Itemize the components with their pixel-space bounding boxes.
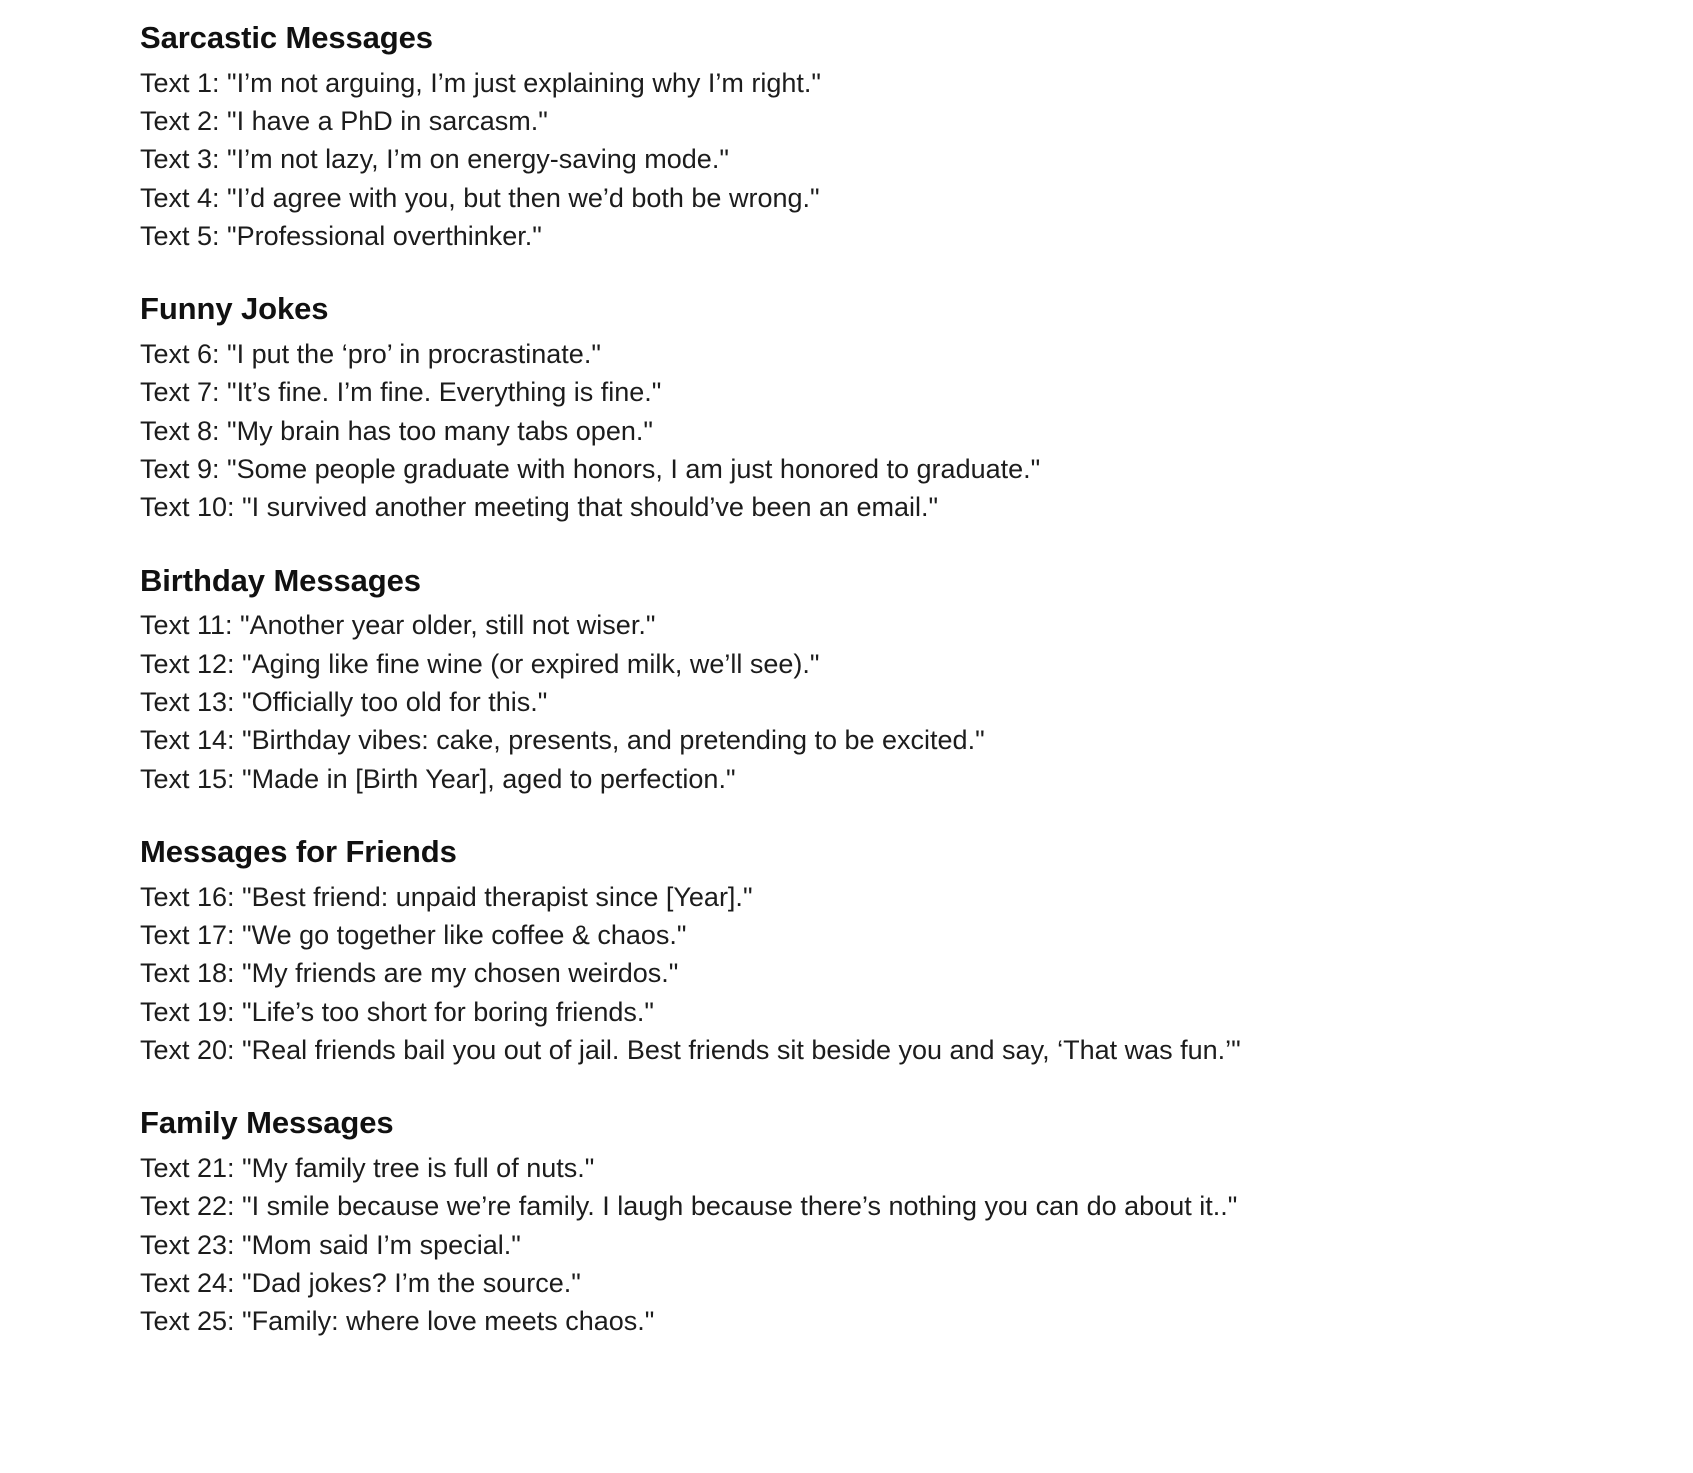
message-line: Text 3: "I’m not lazy, I’m on energy-saving mode." (140, 144, 729, 175)
section-messages-for-friends (140, 832, 1633, 1069)
message-line: Text 16: "Best friend: unpaid therapist since [Year]." (140, 881, 753, 912)
message-line: Text 18: "My friends are my chosen weirdos." (140, 958, 679, 989)
message-line: Text 19: "Life’s too short for boring friends." (140, 996, 654, 1027)
message-line: Text 14: "Birthday vibes: cake, presents, and pretending to be excited." (140, 725, 985, 756)
section-heading: Funny Jokes (140, 291, 329, 327)
message-line: Text 5: "Professional overthinker." (140, 220, 542, 251)
section-sarcastic-messages (140, 18, 1633, 255)
message-line: Text 25: "Family: where love meets chaos." (140, 1306, 655, 1337)
message-line: Text 10: "I survived another meeting that should’ve been an email." (140, 492, 939, 523)
message-line: Text 24: "Dad jokes? I’m the source." (140, 1267, 581, 1298)
message-line: Text 1: "I’m not arguing, I’m just explaining why I’m right." (140, 67, 821, 98)
section-heading: Birthday Messages (140, 562, 421, 598)
message-line: Text 20: "Real friends bail you out of jail. Best friends sit beside you and say, ‘That was fun.’" (140, 1034, 1241, 1065)
section-birthday-messages (140, 561, 1633, 798)
section-heading: Family Messages (140, 1105, 394, 1141)
message-line: Text 22: "I smile because we’re family. I laugh because there’s nothing you can do about it.." (140, 1191, 1238, 1222)
message-line: Text 7: "It’s fine. I’m fine. Everything is fine." (140, 377, 662, 408)
message-line: Text 17: "We go together like coffee & chaos." (140, 919, 687, 950)
message-line: Text 15: "Made in [Birth Year], aged to perfection." (140, 763, 736, 794)
message-line: Text 23: "Mom said I’m special." (140, 1229, 521, 1260)
message-line: Text 8: "My brain has too many tabs open." (140, 415, 653, 446)
message-line: Text 11: "Another year older, still not wiser." (140, 610, 656, 641)
message-line: Text 9: "Some people graduate with honors, I am just honored to graduate." (140, 453, 1041, 484)
section-heading: Messages for Friends (140, 833, 457, 869)
message-line: Text 4: "I’d agree with you, but then we’d both be wrong." (140, 182, 820, 213)
message-line: Text 2: "I have a PhD in sarcasm." (140, 106, 548, 136)
message-line: Text 13: "Officially too old for this." (140, 686, 548, 717)
message-line: Text 6: "I put the ‘pro’ in procrastinate." (140, 338, 601, 369)
message-line: Text 21: "My family tree is full of nuts." (140, 1152, 595, 1183)
section-funny-jokes (140, 289, 1633, 526)
message-line: Text 12: "Aging like fine wine (or expired milk, we’ll see)." (140, 648, 820, 679)
section-heading: Sarcastic Messages (140, 20, 433, 55)
section-family-messages (140, 1103, 1633, 1340)
